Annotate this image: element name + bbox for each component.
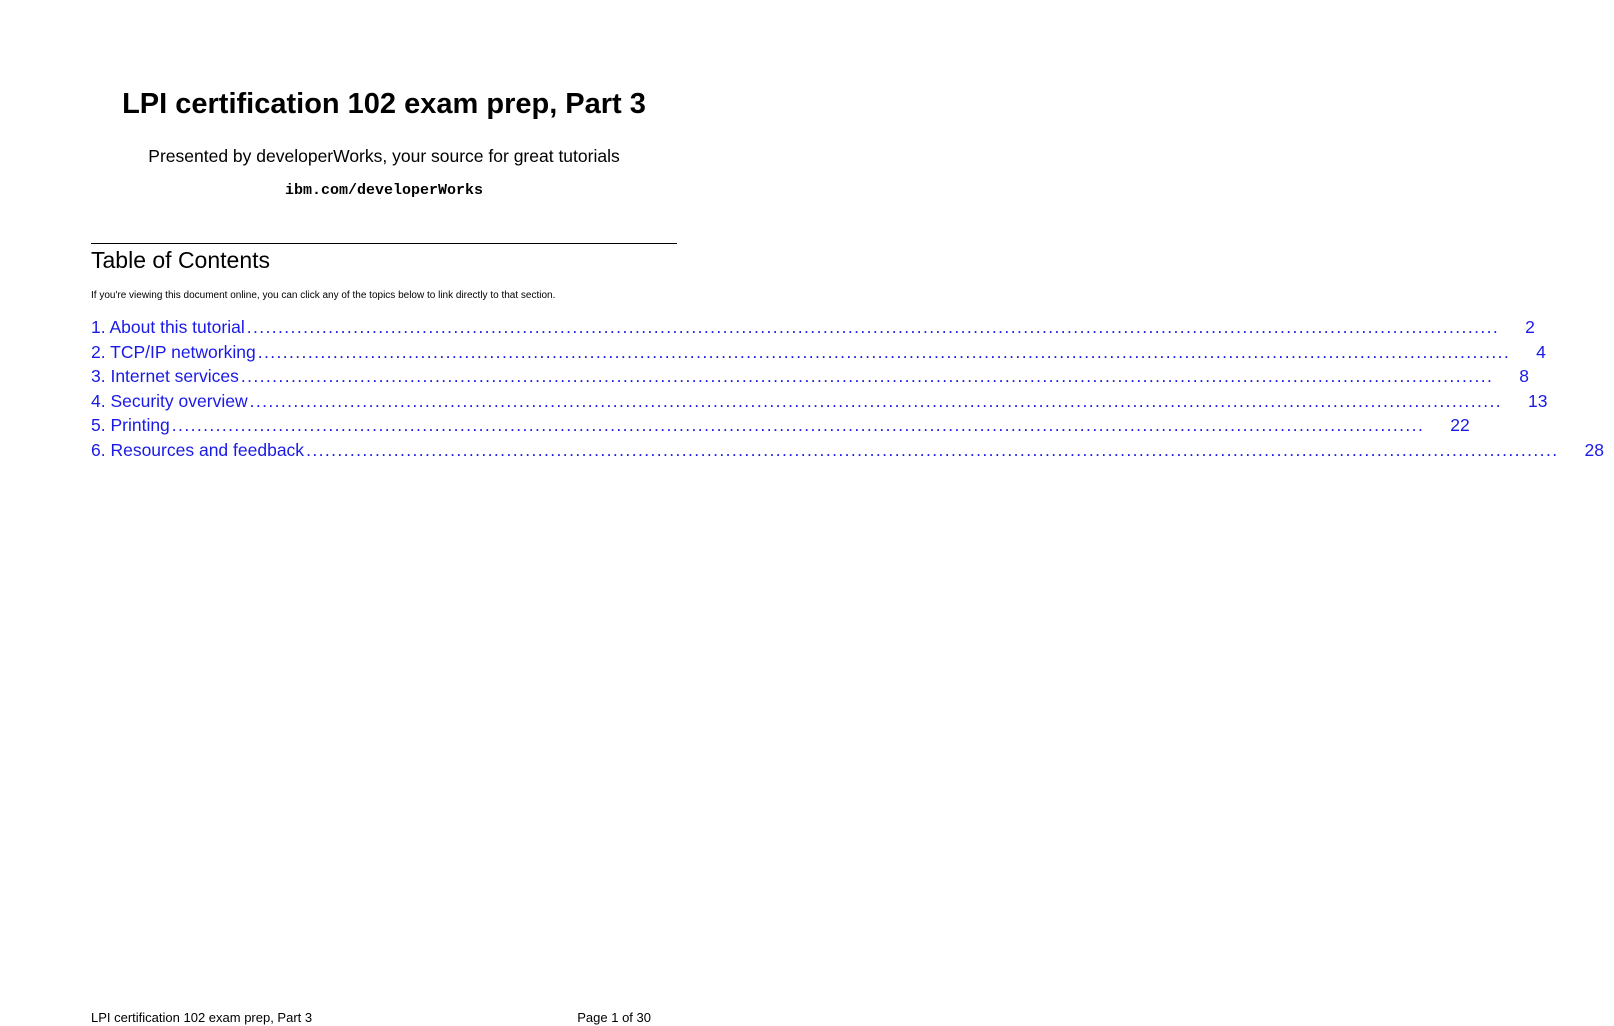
toc-item-page: 28 — [1584, 439, 1604, 460]
document-title: LPI certification 102 exam prep, Part 3 — [122, 88, 646, 120]
document-subtitle: Presented by developerWorks, your source for great tutorials — [148, 146, 620, 166]
toc-item-label: 5. Printing — [91, 415, 170, 435]
toc-heading: Table of Contents — [91, 247, 271, 273]
toc-item-label: 3. Internet services — [91, 366, 239, 386]
toc-item-security-overview[interactable] — [91, 389, 1548, 414]
toc-item-page: 4 — [1536, 341, 1546, 362]
toc-item-page: 13 — [1528, 390, 1548, 411]
toc-item-page: 8 — [1519, 366, 1530, 386]
toc-item-printing[interactable] — [91, 413, 1470, 438]
toc-item-resources-feedback[interactable] — [91, 438, 1604, 463]
toc-leader-dots: ........................................................................................................................................................................................................ — [171, 415, 1425, 435]
toc-list — [91, 315, 1604, 462]
toc-item-label: 4. Security overview — [91, 390, 248, 411]
footer-document-title: LPI certification 102 exam prep, Part 3 — [91, 1010, 313, 1025]
toc-item-about-tutorial[interactable] — [91, 315, 1535, 340]
toc-item-page: 2 — [1525, 317, 1535, 337]
footer-page-number: Page 1 of 30 — [577, 1010, 651, 1025]
toc-leader-dots: ........................................................................................................................................................................................................ — [257, 341, 1511, 362]
document-url: ibm.com/developerWorks — [284, 182, 484, 199]
toc-leader-dots: ........................................................................................................................................................................................................ — [249, 390, 1503, 411]
toc-item-label: 1. About this tutorial — [91, 317, 245, 337]
toc-leader-dots: ........................................................................................................................................................................................................ — [240, 366, 1494, 386]
section-divider — [91, 243, 677, 244]
toc-leader-dots: ........................................................................................................................................................................................................ — [306, 439, 1559, 460]
toc-note: If you're viewing this document online, you can click any of the topics below to link directly to that section. — [91, 290, 556, 301]
toc-item-page: 22 — [1450, 415, 1470, 435]
toc-item-label: 6. Resources and feedback — [91, 439, 305, 460]
toc-item-tcpip-networking[interactable] — [91, 340, 1546, 365]
toc-leader-dots: ........................................................................................................................................................................................................ — [246, 317, 1500, 337]
toc-item-internet-services[interactable] — [91, 364, 1530, 389]
toc-item-label: 2. TCP/IP networking — [91, 341, 256, 362]
